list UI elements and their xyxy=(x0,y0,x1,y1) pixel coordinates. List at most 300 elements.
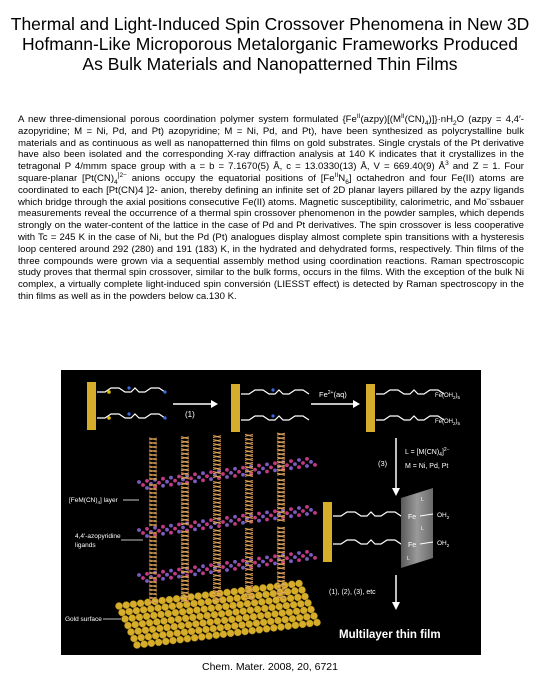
layer-atom xyxy=(241,466,245,470)
gold-atom xyxy=(204,612,211,619)
layer-atom xyxy=(209,518,213,522)
gold-atom xyxy=(255,592,262,599)
layer-atom xyxy=(225,568,229,572)
oh2-text: OH xyxy=(437,512,447,519)
gold-atom xyxy=(143,613,150,620)
step2-fe: Fe xyxy=(319,390,328,399)
layer-atom xyxy=(301,554,305,558)
gold-atom xyxy=(162,638,169,645)
layer-atom xyxy=(237,470,241,474)
layer-atom xyxy=(145,527,149,531)
gold-atom xyxy=(270,590,277,597)
layer-atom xyxy=(173,572,177,576)
layer-atom xyxy=(257,519,261,523)
gold-atom xyxy=(259,584,266,591)
layer-atom xyxy=(265,518,269,522)
gold-atom xyxy=(202,592,209,599)
layer-atom xyxy=(305,512,309,516)
abstract-seg: (azpy)[(M xyxy=(360,114,401,125)
gold-atom xyxy=(156,625,163,632)
gold-atom xyxy=(218,610,225,617)
gold-atom xyxy=(270,624,277,631)
gold-atom xyxy=(221,617,228,624)
gold-atom xyxy=(205,632,212,639)
layer-atom xyxy=(265,563,269,567)
gold-atom xyxy=(290,601,297,608)
ligand-l: L xyxy=(421,526,424,532)
layer-atom xyxy=(241,473,245,477)
layer-atom xyxy=(205,522,209,526)
layer-atom xyxy=(309,460,313,464)
repeat-label: (1), (2), (3), etc xyxy=(329,589,376,596)
layer-atom xyxy=(193,528,197,532)
gold-atom xyxy=(198,633,205,640)
multilayer-label: Multilayer thin film xyxy=(339,629,441,641)
gold-atom xyxy=(186,607,193,614)
layer-atom xyxy=(233,467,237,471)
gold-atom xyxy=(274,617,281,624)
layer-atom xyxy=(193,520,197,524)
molecule-chain xyxy=(376,416,444,420)
gold-atom xyxy=(135,628,142,635)
fe-atom-top: Fe xyxy=(408,514,417,521)
gold-atom xyxy=(190,600,197,607)
nitrogen-atom xyxy=(127,386,130,389)
layer-atom xyxy=(313,511,317,515)
fe-oh2-tail: ) xyxy=(455,393,458,399)
gold-atom xyxy=(181,629,188,636)
abstract-sup: 3 xyxy=(445,160,449,167)
layer-atom xyxy=(189,477,193,481)
gold-atom xyxy=(291,587,298,594)
layer-atom xyxy=(217,524,221,528)
layer-atom xyxy=(189,525,193,529)
layer-label-text: [FeM(CN) xyxy=(69,497,98,504)
gold-atom xyxy=(123,602,130,609)
gold-atom xyxy=(124,622,131,629)
layer-atom xyxy=(301,461,305,465)
gold-atom xyxy=(127,628,134,635)
fe-oh2-sub2: 5 xyxy=(457,395,461,400)
layer-atom xyxy=(209,570,213,574)
layer-atom xyxy=(189,570,193,574)
layer-atom xyxy=(141,576,145,580)
gold-atom xyxy=(150,612,157,619)
gold-stub-right xyxy=(366,384,375,432)
layer-atom xyxy=(161,484,165,488)
layer-atom xyxy=(265,556,269,560)
gold-atom xyxy=(202,626,209,633)
gold-atom xyxy=(140,606,147,613)
gold-atom xyxy=(188,628,195,635)
layer-atom xyxy=(173,479,177,483)
gold-atom xyxy=(286,609,293,616)
gold-atom xyxy=(215,604,222,611)
gold-atom xyxy=(249,627,256,634)
arrow-step3-head xyxy=(392,488,400,496)
gold-atom xyxy=(166,630,173,637)
gold-atom xyxy=(195,627,202,634)
layer-atom xyxy=(273,562,277,566)
gold-atom xyxy=(238,621,245,628)
layer-atom xyxy=(273,509,277,513)
abstract-text xyxy=(18,114,524,303)
gold-atom xyxy=(279,610,286,617)
layer-atom xyxy=(209,563,213,567)
layer-atom xyxy=(197,568,201,572)
gold-atom xyxy=(141,641,148,648)
gold-atom xyxy=(284,588,291,595)
layer-atom xyxy=(309,508,313,512)
layer-atom xyxy=(233,474,237,478)
gold-atom xyxy=(162,604,169,611)
gold-atom xyxy=(234,595,241,602)
gold-label: Gold surface xyxy=(65,616,102,623)
layer-atom xyxy=(177,568,181,572)
fe-oh2-sub: 2 xyxy=(453,421,456,426)
layer-atom xyxy=(225,468,229,472)
layer-atom xyxy=(169,476,173,480)
gold-atom xyxy=(263,625,270,632)
layer-atom xyxy=(145,534,149,538)
gold-atom xyxy=(268,604,275,611)
layer-atom xyxy=(297,551,301,555)
ligand-l: L xyxy=(421,497,424,503)
figure-svg xyxy=(61,370,481,655)
gold-atom xyxy=(154,604,161,611)
gold-atom xyxy=(149,626,156,633)
layer-atom xyxy=(305,557,309,561)
gold-atom xyxy=(277,623,284,630)
layer-atom xyxy=(229,471,233,475)
layer-atom xyxy=(273,461,277,465)
layer-atom xyxy=(285,511,289,515)
gold-atom xyxy=(201,606,208,613)
layer-atom xyxy=(289,559,293,563)
layer-atom xyxy=(297,513,301,517)
gold-atom xyxy=(184,635,191,642)
gold-atom xyxy=(175,616,182,623)
layer-atom xyxy=(169,524,173,528)
gold-atom xyxy=(235,615,242,622)
gold-atom xyxy=(191,634,198,641)
layer-atom xyxy=(261,515,265,519)
gold-atom xyxy=(210,625,217,632)
fe-oh2-sub: 2 xyxy=(453,395,456,400)
ligand-l: L xyxy=(407,556,410,562)
layer-atom xyxy=(241,521,245,525)
abstract-sup: II xyxy=(356,112,361,120)
layer-atom xyxy=(265,470,269,474)
gold-atom xyxy=(251,599,258,606)
gold-atom xyxy=(225,609,232,616)
gold-atom xyxy=(182,615,189,622)
gold-atom xyxy=(138,634,145,641)
gold-atom xyxy=(155,639,162,646)
layer-atom xyxy=(169,483,173,487)
abstract-sub: 6 xyxy=(345,178,349,186)
gold-atom xyxy=(296,614,303,621)
layer-atom xyxy=(209,477,213,481)
gold-atom xyxy=(192,620,199,627)
gold-atom xyxy=(264,611,271,618)
abstract-seg: anions occupy the equatorial positions of [Fe xyxy=(126,172,335,184)
step2-label xyxy=(319,390,347,399)
gold-atom xyxy=(146,619,153,626)
layer-atom xyxy=(305,457,309,461)
gold-atom xyxy=(178,622,185,629)
step2-product xyxy=(366,384,461,432)
layer-atom xyxy=(293,510,297,514)
layer-atom xyxy=(177,530,181,534)
abstract-sub: 4 xyxy=(114,178,118,186)
gold-atom xyxy=(136,614,143,621)
abstract-seg: and Z = 1. Four square-planar [Pt(CN) xyxy=(18,161,524,184)
gold-atom xyxy=(174,630,181,637)
gold-atom xyxy=(283,602,290,609)
layer-atom xyxy=(161,570,165,574)
arrow-step2-head xyxy=(353,400,360,408)
layer-atom xyxy=(181,526,185,530)
gold-atom xyxy=(282,616,289,623)
gold-stub-mid xyxy=(231,384,240,432)
fe-oh2-label-bottom xyxy=(435,419,461,426)
layer-atom xyxy=(313,463,317,467)
sulfur-atom xyxy=(107,390,111,394)
layer-atom xyxy=(205,567,209,571)
gold-atom xyxy=(303,613,310,620)
layer-atom xyxy=(201,519,205,523)
gold-atom xyxy=(142,627,149,634)
abstract-sub: 2 xyxy=(453,119,457,127)
gold-atom xyxy=(298,586,305,593)
gold-atom xyxy=(240,608,247,615)
abstract-sub: 4 xyxy=(424,119,429,127)
layer-atom xyxy=(225,561,229,565)
gold-atom xyxy=(133,607,140,614)
arrow-repeat-head xyxy=(392,602,400,610)
gold-atom xyxy=(185,621,192,628)
abstract-seg: O (azpy = 4,4′-azopyridine; M = Ni, Pd, and Pt) azopyridine; M = Ni, Pd, and Pt), have been synthesized as polycrystalline bulk materials and as continuous as well as nanopatterned thin films on gold substrates. Single crystals of the Pt derivative have also been isolated and the corresponding X-ray diffraction analysis at 140 K indicates that it crystallizes in the tetragonal P 4/mmm space group with a = b = 7.1670(5) Å, c = 13.0330(13) Å, V = 669.40(9) Å xyxy=(18,114,524,173)
layer-atom xyxy=(201,571,205,575)
layer-atom xyxy=(233,567,237,571)
layer-atom xyxy=(293,462,297,466)
gold-atom xyxy=(243,614,250,621)
gold-atom xyxy=(300,607,307,614)
layer-atom xyxy=(201,526,205,530)
abstract-seg: ] octahedron and four Fe(II) atoms are coordinated to each [Pt(CN)4 ]2- anion, thereby defining an infinite set of 2D planar layers pillared by the azpy ligands which bridge through the axial positions consecutive Fe(II) atoms. Magnetic susceptibility, calorimetric, and Mo¨ssbauer measurements reveal the occurrence of a thermal spin crossover phenomenon in the powder samples, which depends strongly on the water-content of the lattice in the case of Pd and Pt derivatives. The spin crossover is less cooperative with Tc = 245 K in the case of Ni, but the Pd (Pt) analogues display almost complete spin transitions with a hysteresis loop centered around 292 (280) and 191 (183) K, in the hydrated and dehydrated forms, respectively. Thin films of the three compounds were grown via a sequential assembly method using coordination reactions. Raman spectroscopic study proves that thermal spin crossover, similar to the bulk forms, occurs in the films. With the exception of the bulk Ni complex, a virtually complete light-induced spin conversión (LIESST effect) is detected by Raman spectroscopy in the thin films as well as in the powders below ca.130 K. xyxy=(18,172,524,302)
layer-atom xyxy=(161,525,165,529)
gold-atom xyxy=(207,619,214,626)
layer-atom xyxy=(285,463,289,467)
layer-atom xyxy=(305,550,309,554)
nitrogen-atom xyxy=(163,390,166,393)
gold-atom xyxy=(159,631,166,638)
gold-atom xyxy=(289,615,296,622)
layer-label-sub: 4 xyxy=(97,500,101,505)
gold-atom xyxy=(193,606,200,613)
gold-atom xyxy=(172,609,179,616)
molecule-chain xyxy=(376,390,444,394)
layer-atom xyxy=(305,505,309,509)
layer-atom xyxy=(253,561,257,565)
molecule-chain xyxy=(241,390,309,394)
layer-atom xyxy=(209,470,213,474)
gold-atom xyxy=(247,607,254,614)
layer-atom xyxy=(141,483,145,487)
gold-atom xyxy=(163,624,170,631)
gold-atom xyxy=(285,623,292,630)
gold-atom xyxy=(257,612,264,619)
oh2-top xyxy=(437,512,450,520)
ligand-def-sub: 4 xyxy=(439,452,442,458)
gold-atom xyxy=(237,601,244,608)
gold-atom xyxy=(173,595,180,602)
gold-atom xyxy=(132,621,139,628)
layer-atom xyxy=(293,555,297,559)
citation: Chem. Mater. 2008, 20, 6721 xyxy=(201,661,338,673)
oh2-sub: 2 xyxy=(446,543,450,548)
gold-atom xyxy=(238,587,245,594)
layer-atom xyxy=(233,515,237,519)
layer-atom xyxy=(177,523,181,527)
gold-atom xyxy=(232,608,239,615)
layer-atom xyxy=(229,564,233,568)
gold-atom xyxy=(226,595,233,602)
gold-atom xyxy=(159,597,166,604)
layer-atom xyxy=(297,506,301,510)
fe-oh2-label-top xyxy=(435,393,461,400)
layer-atom xyxy=(265,463,269,467)
gold-atom xyxy=(199,619,206,626)
nitrogen-atom xyxy=(271,414,274,417)
layer-atom xyxy=(157,529,161,533)
layer-atom xyxy=(225,523,229,527)
gold-atom xyxy=(171,623,178,630)
layer-atom xyxy=(157,481,161,485)
gold-atom xyxy=(293,608,300,615)
gold-stub-top xyxy=(87,382,96,430)
layer-atom xyxy=(289,466,293,470)
abstract-sup: II xyxy=(401,112,405,120)
layer-atom xyxy=(201,564,205,568)
coordination-layers xyxy=(137,457,317,583)
layer-atom xyxy=(165,480,169,484)
step1-product xyxy=(231,384,309,432)
layer-atom xyxy=(193,480,197,484)
paper-title: Thermal and Light-Induced Spin Crossover Phenomena in New 3D Hofmann-Like Microporous Metalorganic Frameworks Produced As Bulk Materials and Nanopatterned Thin Films xyxy=(10,14,530,74)
gold-atom xyxy=(145,633,152,640)
gold-atom xyxy=(224,623,231,630)
layer-atom xyxy=(237,563,241,567)
gold-atom xyxy=(244,600,251,607)
gold-atom xyxy=(166,596,173,603)
gold-atom xyxy=(157,611,164,618)
gold-stub-product xyxy=(323,502,332,562)
gold-atom xyxy=(307,606,314,613)
oh2-sub: 2 xyxy=(446,515,450,520)
layer-atom xyxy=(197,523,201,527)
molecule-chain xyxy=(97,414,165,418)
azpy-label-2: ligands xyxy=(75,542,96,549)
fe-oh2-tail: ) xyxy=(455,419,458,425)
layer-atom xyxy=(297,558,301,562)
layer-atom xyxy=(177,482,181,486)
layer-atom xyxy=(233,560,237,564)
abstract-seg: A new three-dimensional porous coordination polymer system formulated {Fe xyxy=(18,114,357,125)
abstract-seg: (CN) xyxy=(404,114,425,125)
layer-atom xyxy=(225,516,229,520)
gold-atom xyxy=(115,602,122,609)
layer-atom xyxy=(145,479,149,483)
gold-atom xyxy=(304,599,311,606)
gold-atom xyxy=(211,611,218,618)
abstract-sup: II xyxy=(334,171,339,179)
layer-atom xyxy=(289,507,293,511)
oh2-text: OH xyxy=(437,540,447,547)
gold-atom xyxy=(261,605,268,612)
layer-atom xyxy=(257,564,261,568)
gold-atom xyxy=(267,618,274,625)
layer-atom xyxy=(265,511,269,515)
gold-atom xyxy=(129,615,136,622)
molecule-chain xyxy=(241,416,309,420)
layer-atom xyxy=(205,474,209,478)
gold-atom xyxy=(222,603,229,610)
gold-atom xyxy=(177,636,184,643)
gold-atom xyxy=(241,628,248,635)
layer-atom xyxy=(177,575,181,579)
gold-atom xyxy=(256,626,263,633)
arrow-step1-head xyxy=(211,400,218,408)
gold-atom xyxy=(168,617,175,624)
layer-atom xyxy=(225,475,229,479)
gold-atom xyxy=(213,632,220,639)
layer-atom xyxy=(201,478,205,482)
layer-atom xyxy=(137,480,141,484)
layer-atom xyxy=(257,512,261,516)
gold-atom xyxy=(220,631,227,638)
gold-atom xyxy=(313,619,320,626)
gold-atom xyxy=(196,613,203,620)
layer-atom xyxy=(193,472,197,476)
layer-atom xyxy=(193,573,197,577)
layer-atom xyxy=(221,520,225,524)
layer-atom xyxy=(241,566,245,570)
layer-atom xyxy=(273,517,277,521)
gold-atom xyxy=(306,620,313,627)
fe-oh2-text: Fe(OH xyxy=(435,393,453,399)
ligand-definition xyxy=(405,447,450,458)
molecule-chain xyxy=(333,512,411,516)
gold-atom xyxy=(147,605,154,612)
step1-label: (1) xyxy=(185,410,195,419)
gold-atom xyxy=(253,620,260,627)
azpy-label-1: 4,4′-azopyridine xyxy=(75,533,121,540)
layer-atom xyxy=(253,516,257,520)
layer-atom xyxy=(161,477,165,481)
step2-sup: 2+ xyxy=(327,390,334,396)
layer-atom xyxy=(201,471,205,475)
gold-atom xyxy=(205,598,212,605)
gold-atom xyxy=(267,584,274,591)
layer-atom xyxy=(169,569,173,573)
gold-atom xyxy=(310,612,317,619)
layer-atom xyxy=(169,576,173,580)
layer-atom xyxy=(137,573,141,577)
gold-atom xyxy=(176,602,183,609)
metal-definition: M = Ni, Pd, Pt xyxy=(405,463,449,470)
